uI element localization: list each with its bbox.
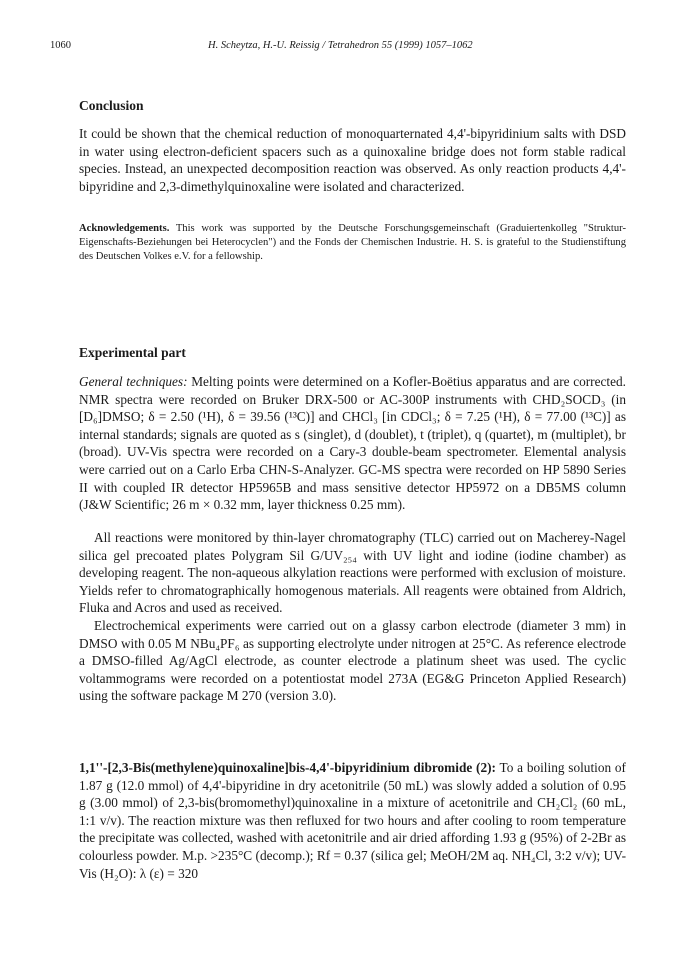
acknowledgements-text: This work was supported by the Deutsche Forschungsgemeinschaft (Graduiertenkolleg "Struktur-Eigenschafts-Beziehungen bei Heterocyclen") and the Fonds der Chemischen Industrie. H. S. is grateful to the Studienstiftung des Deutschen Volkes e.V. for a fellowship.: [79, 223, 626, 263]
compound-synthesis-text: To a boiling solution of 1.87 g (12.0 mmol) of 4,4'-bipyridine in dry acetonitrile (50 mL) was slowly added a solution of 0.95 g (3.00 mmol) of 2,3-bis(bromomethyl)quinoxaline in a mixture of acetonitrile and CH₂Cl₂ (60 mL, 1:1 v/v). The reaction mixture was then refluxed for two hours and after cooling to room temperature the precipitate was collected, washed with acetonitrile and air dried affording 1.93 g (95%) of 2-2Br as colourless powder. M.p. >235°C (decomp.); Rf = 0.37 (silica gel; MeOH/2M aq. NH₄Cl, 3:2 v/v); UV-Vis (H₂O): λ (ε) = 320: [79, 760, 626, 881]
page-number: 1060: [50, 40, 71, 51]
electrochemical-text: Electrochemical experiments were carried out on a glassy carbon electrode (diameter 3 mm) in DMSO with 0.05 M NBu₄PF₆ as supporting electrolyte under nitrogen at 25°C. As reference electrode a DMSO-filled Ag/AgCl electrode, as counter electrode a platinum sheet was used. The cyclic voltammograms were recorded on a potentiostat model 273A (EG&G Princeton Applied Research) using the software package M 270 (version 3.0).: [79, 618, 626, 704]
acknowledgements-paragraph: [79, 222, 626, 265]
general-techniques-text: Melting points were determined on a Kofler-Boëtius apparatus and are corrected. NMR spectra were recorded on Bruker DRX-500 or AC-300P instruments with CHD₂SOCD₃ (in [D₆]DMSO; δ = 2.50 (¹H), δ = 39.56 (¹³C)] and CHCl₃ [in CDCl₃; δ = 7.25 (¹H), δ = 77.00 (¹³C)] as internal standards; signals are quoted as s (singlet), d (doublet), t (triplet), q (quartet), m (multiplet), br (broad). UV-Vis spectra were recorded on a Cary-3 double-beam spectrometer. Elemental analysis were carried out on a Carlo Erba CHN-S-Analyzer. GC-MS spectra were recorded on HP 5890 Series II with coupled IR detector HP5965B and mass sensitive detector HP5972 on a DB5MS column (J&W Scientific; 26 m × 0.32 mm, layer thickness 0.25 mm).: [79, 374, 626, 513]
page-header: [50, 40, 640, 56]
electrochemical-paragraph: [79, 617, 626, 705]
conclusion-paragraph: It could be shown that the chemical reduction of monoquarternated 4,4'-bipyridinium salts with DSD in water using electron-deficient spacers such as a quinoxaline bridge does not form stable radical species. Instead, an unexpected decomposition reaction was observed. As only reaction products 4,4'-bipyridine and 2,3-dimethylquinoxaline were isolated and characterized.: [79, 126, 626, 194]
acknowledgements-lead: Acknowledgements.: [79, 223, 170, 234]
running-head: H. Scheytza, H.-U. Reissig / Tetrahedron 55 (1999) 1057–1062: [208, 40, 473, 51]
general-techniques-paragraph: [79, 373, 626, 514]
experimental-heading: Experimental part: [79, 345, 186, 360]
reactions-paragraph: [79, 529, 626, 617]
reactions-text: All reactions were monitored by thin-layer chromatography (TLC) carried out on Macherey-Nagel silica gel precoated plates Polygram Sil G/UV₂₅₄ with UV light and iodine (iodine chamber) as developing reagent. The non-aqueous alkylation reactions were performed with exclusion of moisture. Yields refer to chromatographically homogenous materials. All reagents were obtained from Aldrich, Fluka and Acros and used as received.: [79, 530, 626, 616]
conclusion-heading: Conclusion: [79, 98, 144, 113]
general-techniques-lead: General techniques:: [79, 374, 188, 389]
compound-synthesis-paragraph: [79, 759, 626, 882]
compound-title: 1,1''-[2,3-Bis(methylene)quinoxaline]bis-4,4'-bipyridinium dibromide (2):: [79, 760, 496, 775]
